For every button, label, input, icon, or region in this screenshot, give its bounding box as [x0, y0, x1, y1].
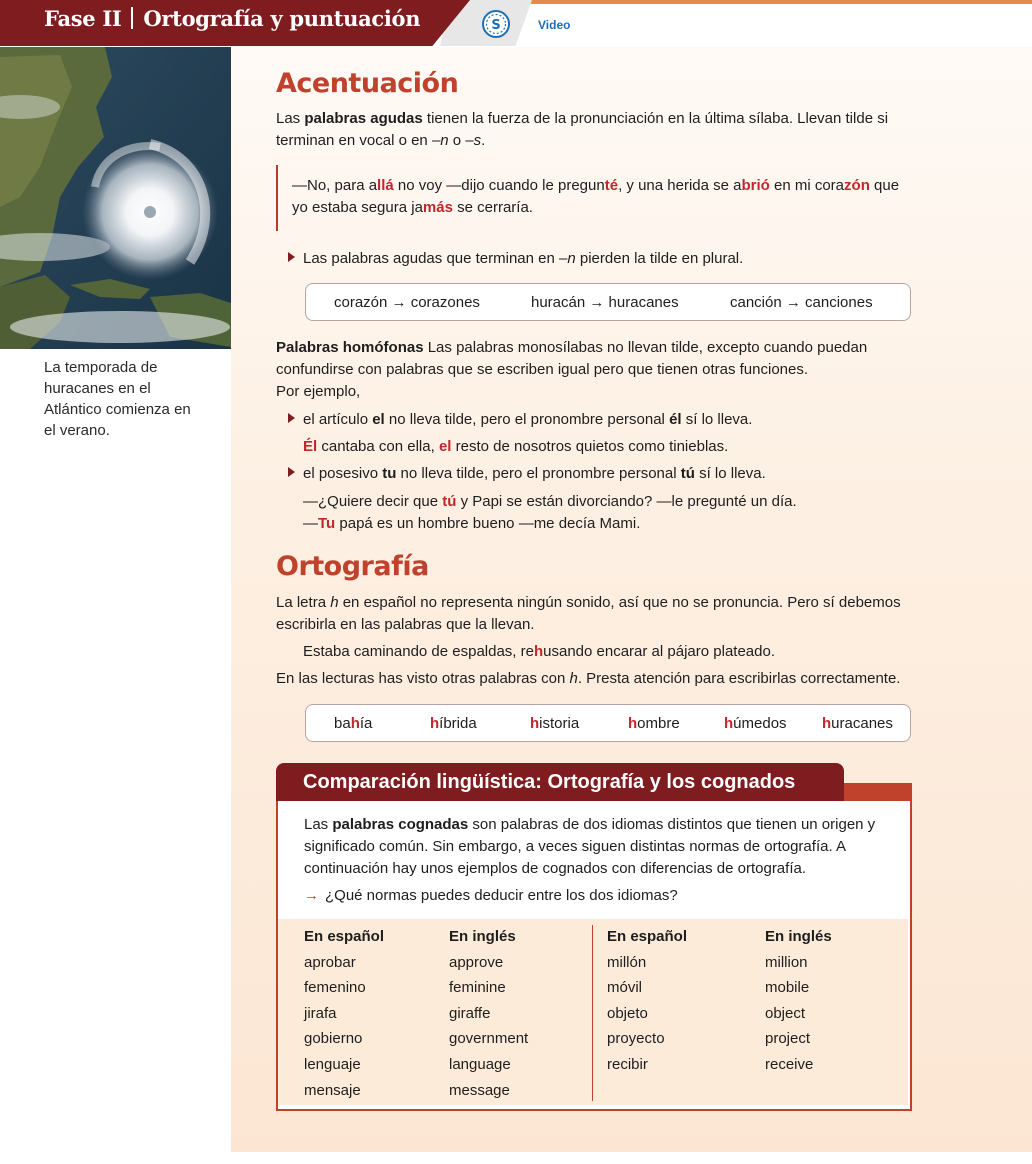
homofonas-example-el: Él cantaba con ella, el resto de nosotros quietos como tinieblas. [303, 438, 729, 455]
acentuacion-intro: Las palabras agudas tienen la fuerza de la pronunciación en la última sílaba. Llevan tilde si terminan en vocal o en –n o –s. [276, 110, 889, 149]
cognate-word: objeto [607, 1004, 648, 1022]
video-link[interactable]: Video [538, 18, 571, 32]
comparison-accent-bar [844, 783, 910, 801]
homofonas-bullet-tu: el posesivo tu no lleva tilde, pero el pronombre personal tú sí lo lleva. [288, 463, 928, 485]
header-title [44, 6, 420, 31]
quote-highlight: zón [844, 177, 870, 194]
quote-segment: en mi cora [769, 177, 845, 194]
rule-bullet: Las palabras agudas que terminan en –n pierden la tilde en plural. [288, 248, 928, 270]
homofonas-bullet-el: el artículo el no lleva tilde, pero el pronombre personal él sí lo lleva. [288, 409, 928, 431]
cognate-word: message [449, 1081, 510, 1099]
cognate-word: recibir [607, 1055, 648, 1073]
quote-highlight: brió [741, 177, 770, 194]
cognate-word: approve [449, 953, 504, 971]
cognate-word: object [765, 1004, 806, 1022]
quote-text [292, 165, 912, 219]
cognate-word: project [765, 1030, 811, 1048]
cognate-word: mensaje [304, 1081, 361, 1099]
cognate-word: femenino [304, 979, 366, 997]
cognate-word: lenguaje [304, 1055, 361, 1073]
cognate-word: receive [765, 1055, 814, 1073]
section-title: Ortografía y puntuación [143, 6, 421, 31]
h-words-box [305, 704, 911, 742]
column-header: En español [304, 928, 385, 945]
comparison-title: Comparación lingüística: Ortografía y los cognados [276, 763, 844, 801]
h-word: bahía [334, 714, 373, 732]
ortografia-paragraph: La letra h en español no representa ningún sonido, así que no se pronuncia. Pero sí debemos escribirla en las palabras que la llevan. [276, 594, 901, 633]
quote-block [276, 165, 912, 231]
ortografia-paragraph-2: En las lecturas has visto otras palabras con h. Presta atención para escribirlas correctamente. [276, 670, 901, 687]
plural-example: canción → canciones [730, 293, 873, 311]
quote-segment: no voy —dijo cuando le pregun [393, 177, 605, 194]
bullet-triangle-icon [288, 252, 295, 262]
plural-example: corazón → corazones [334, 293, 480, 311]
quote-highlight: más [422, 199, 453, 216]
quote-segment: —No, para a [292, 177, 378, 194]
arrow-right-icon: → [304, 887, 319, 904]
cognate-word: mobile [765, 979, 810, 997]
cognates-column [607, 924, 687, 1078]
cognate-word: proyecto [607, 1030, 665, 1048]
cognate-word: language [449, 1055, 511, 1073]
cognate-word: giraffe [449, 1004, 491, 1022]
cognates-column [304, 924, 384, 1103]
column-divider [592, 925, 593, 1101]
cognates-column [765, 924, 832, 1078]
cognate-word: million [765, 953, 808, 971]
column-header: En inglés [765, 928, 832, 945]
quote-segment: que yo estaba segura ja [292, 177, 900, 216]
comparison-paragraph: Las palabras cognadas son palabras de dos idiomas distintos que tienen un origen y significado común. Sin embargo, a veces siguen distintas normas de ortografía. A continuación hay unos ejemplos de cognados con diferencias de ortografía. [304, 816, 876, 877]
homofonas-example-tu: —¿Quiere decir que tú y Papi se están divorciando? —le pregunté un día. —Tu papá es un hombre bueno —me decía Mami. [303, 493, 797, 532]
quote-highlight: llá [377, 177, 394, 194]
cognate-word: aprobar [304, 953, 356, 971]
cognate-word: jirafa [304, 1004, 337, 1022]
hurricane-satellite-image [0, 47, 231, 349]
cognate-word: móvil [607, 979, 643, 997]
cognate-word: feminine [449, 979, 506, 997]
cognate-word: government [449, 1030, 529, 1048]
quote-segment: , y una herida se a [618, 177, 742, 194]
bullet-triangle-icon [288, 413, 295, 423]
header-separator [131, 7, 133, 29]
h-word: historia [530, 714, 580, 732]
plural-examples-box [305, 283, 911, 321]
quote-segment: se cerraría. [452, 199, 533, 216]
svg-text:S: S [491, 18, 501, 33]
h-word: húmedos [724, 714, 787, 732]
heading-ortografia: Ortografía [276, 551, 429, 582]
cognate-word: millón [607, 953, 647, 971]
plural-example: huracán → huracanes [531, 293, 679, 311]
cognates-column [449, 924, 528, 1103]
h-word: híbrida [430, 714, 477, 732]
bullet-triangle-icon [288, 467, 295, 477]
column-header: En inglés [449, 928, 516, 945]
image-caption: La temporada de huracanes en el Atlántico comienza en el verano. [44, 359, 191, 439]
video-circle-icon[interactable] [482, 10, 510, 38]
phase-label: Fase II [44, 6, 122, 31]
cognate-word: gobierno [304, 1030, 363, 1048]
ortografia-example: Estaba caminando de espaldas, rehusando encarar al pájaro plateado. [303, 643, 775, 660]
h-word: huracanes [822, 714, 893, 732]
heading-acentuacion: Acentuación [276, 68, 459, 99]
h-word: hombre [628, 714, 680, 732]
column-header: En español [607, 928, 688, 945]
comparison-question: → ¿Qué normas puedes deducir entre los dos idiomas? [304, 887, 678, 904]
quote-highlight: té [604, 177, 619, 194]
homofonas-paragraph: Palabras homófonas Las palabras monosílabas no llevan tilde, excepto cuando puedan confundirse con palabras que se escriben igual pero que tienen otras funciones. Por ejemplo, [276, 339, 868, 400]
